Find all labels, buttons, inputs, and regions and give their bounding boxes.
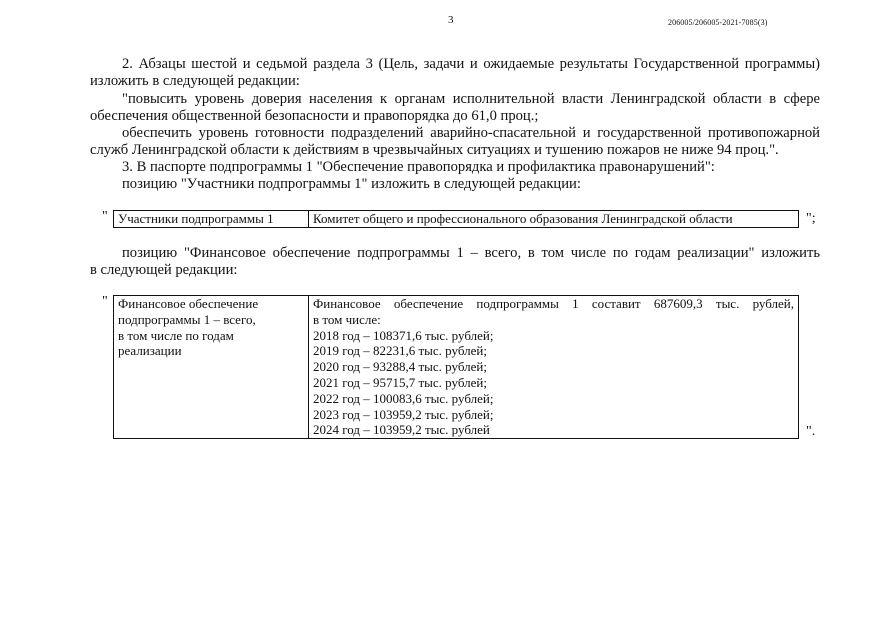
- document-code: 206005/206005-2021-7085(3): [668, 18, 768, 27]
- paragraph-3-line-1: 3. В паспорте подпрограммы 1 "Обеспечение правопорядка и профилактика правонарушений":: [122, 159, 715, 175]
- page-number: 3: [448, 14, 454, 26]
- financing-label-line: в том числе по годам: [118, 327, 234, 343]
- financing-year-2021: 2021 год – 95715,7 тыс. рублей;: [313, 374, 487, 390]
- financing-line: в том числе:: [313, 311, 381, 327]
- quote-1-line-1: "повысить уровень доверия населения к органам исполнительной власти Ленинградской области в сфере: [122, 91, 820, 107]
- table-2-close: ".: [806, 424, 816, 439]
- financing-label: [114, 296, 309, 439]
- financing-year-2019: 2019 год – 82231,6 тыс. рублей;: [313, 343, 487, 359]
- table-row: [114, 211, 799, 228]
- financing-label-line: подпрограммы 1 – всего,: [118, 311, 256, 327]
- financing-value: [309, 296, 799, 439]
- financing-year-2024: 2024 год – 103959,2 тыс. рублей: [313, 422, 490, 438]
- financing-total: Финансовое обеспечение подпрограммы 1 составит 687609,3 тыс. рублей,: [313, 296, 794, 311]
- participants-table: [113, 210, 799, 228]
- table-row: [114, 296, 799, 439]
- financing-year-2018: 2018 год – 108371,6 тыс. рублей;: [313, 327, 494, 343]
- financing-year-2023: 2023 год – 103959,2 тыс. рублей;: [313, 406, 494, 422]
- quote-2-line-1: обеспечить уровень готовности подразделений аварийно-спасательной и государственной противопожарной: [122, 125, 820, 141]
- quote-2-line-2: служб Ленинградской области к действиям в чрезвычайных ситуациях и тушению пожаров не ниже 94 проц.".: [90, 142, 779, 158]
- quote-1-line-2: обеспечения общественной безопасности и правопорядка до 61,0 проц.;: [90, 108, 539, 124]
- financing-year-2022: 2022 год – 100083,6 тыс. рублей;: [313, 390, 494, 406]
- participants-label: Участники подпрограммы 1: [114, 211, 309, 228]
- paragraph-4-line-2: в следующей редакции:: [90, 262, 238, 278]
- participants-value: Комитет общего и профессионального образования Ленинградской области: [309, 211, 799, 228]
- table-1-close: ";: [806, 211, 816, 226]
- table-1-open-quote: ": [102, 209, 108, 224]
- table-2-open-quote: ": [102, 294, 108, 309]
- paragraph-2-line-1: 2. Абзацы шестой и седьмой раздела 3 (Цель, задачи и ожидаемые результаты Государственной программы): [122, 56, 820, 72]
- paragraph-4-line-1: позицию "Финансовое обеспечение подпрограммы 1 – всего, в том числе по годам реализации" изложить: [122, 245, 820, 261]
- paragraph-2-line-2: изложить в следующей редакции:: [90, 73, 300, 89]
- financing-label-line: Финансовое обеспечение: [118, 296, 259, 311]
- financing-year-2020: 2020 год – 93288,4 тыс. рублей;: [313, 359, 487, 375]
- paragraph-3-line-2: позицию "Участники подпрограммы 1" изложить в следующей редакции:: [122, 176, 581, 192]
- financing-table: [113, 295, 799, 439]
- financing-label-line: реализации: [118, 343, 182, 359]
